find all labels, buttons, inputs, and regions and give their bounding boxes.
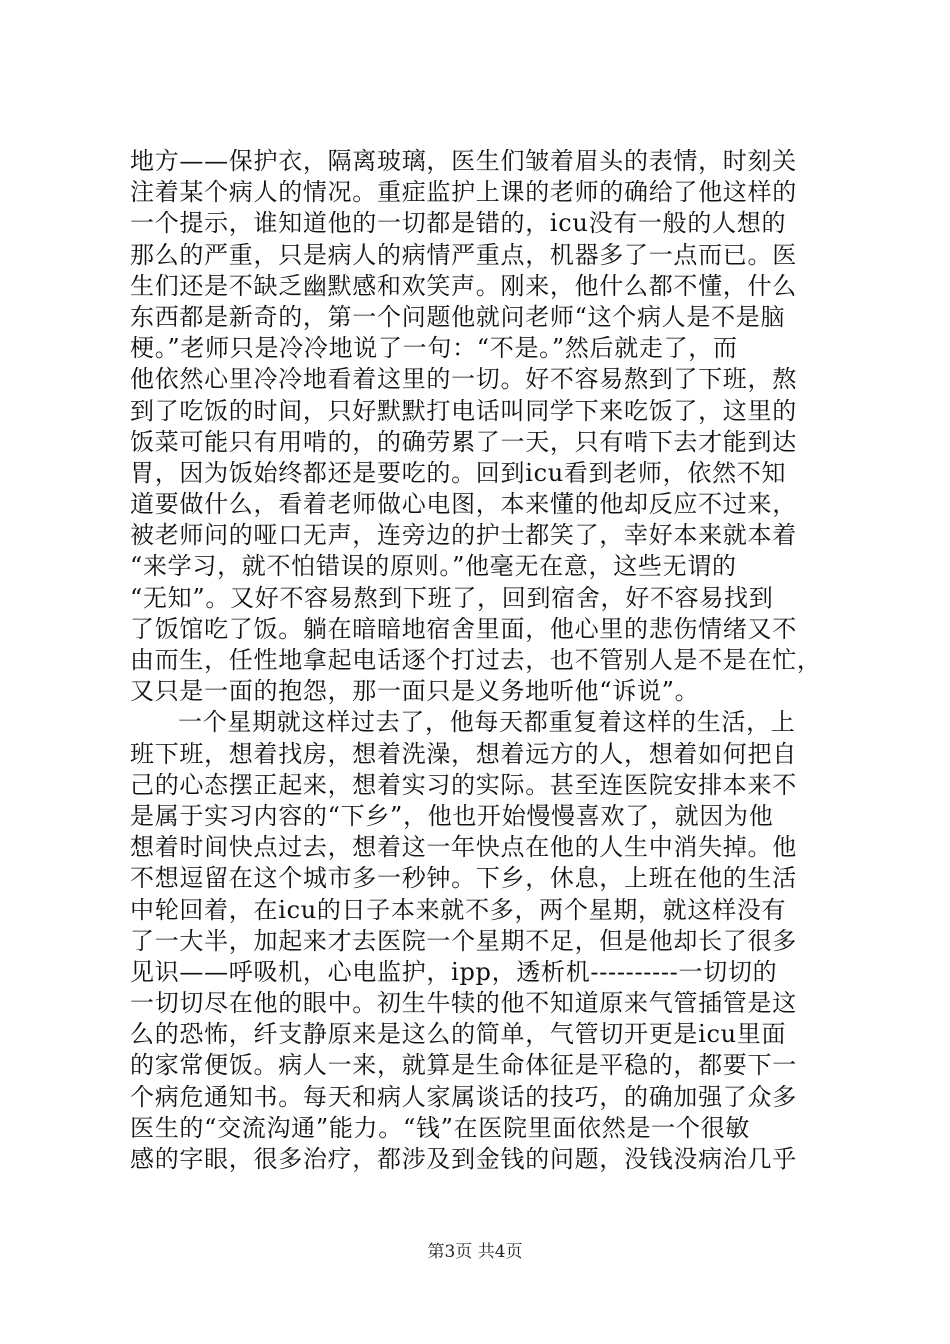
text-line: 东西都是新奇的，第一个问题他就问老师“这个病人是不是脑: [130, 302, 786, 331]
text-line: 梗。”老师只是冷冷地说了一句：“不是。”然后就走了，而: [130, 334, 738, 363]
text-line: 由而生，任性地拿起电话逐个打过去，也不管别人是不是在忙，: [130, 646, 822, 674]
text-line: 被老师问的哑口无声，连旁边的护士都笑了，幸好本来就本着: [130, 521, 797, 550]
text-line: 地方——保护衣，隔离玻璃，医生们皱着眉头的表情，时刻关: [130, 147, 797, 175]
text-line: 的家常便饭。病人一来，就算是生命体征是平稳的，都要下一: [130, 1051, 797, 1080]
text-line: 注着某个病人的情况。重症监护上课的老师的确给了他这样的: [130, 178, 797, 207]
text-line: 中轮回着，在icu的日子本来就不多，两个星期，就这样没有: [130, 895, 787, 924]
text-line: 个病危通知书。每天和病人家属谈话的技巧，的确加强了众多: [130, 1082, 797, 1111]
text-line: 么的恐怖，纤支静原来是这么的简单，气管切开更是icu里面: [130, 1020, 787, 1049]
text-line: 感的字眼，很多治疗，都涉及到金钱的问题，没钱没病治几乎: [130, 1145, 797, 1173]
text-line: 一个星期就这样过去了，他每天都重复着这样的生活，上: [178, 708, 796, 737]
text-line: “无知”。又好不容易熬到下班了，回到宿舍，好不容易找到: [130, 583, 774, 612]
text-line: 了饭馆吃了饭。躺在暗暗地宿舍里面，他心里的悲伤情绪又不: [130, 614, 797, 643]
text-line: 一切切尽在他的眼中。初生牛犊的他不知道原来气管插管是这: [130, 989, 797, 1018]
text-line: 了一大半，加起来才去医院一个星期不足，但是他却长了很多: [130, 926, 797, 955]
text-line: 又只是一面的抱怨，那一面只是义务地听他“诉说”。: [130, 677, 700, 706]
text-line: 是属于实习内容的“下乡”，他也开始慢慢喜欢了，就因为他: [130, 801, 774, 830]
text-line: 那么的严重，只是病人的病情严重点，机器多了一点而已。医: [130, 240, 797, 269]
text-line: 胃，因为饭始终都还是要吃的。回到icu看到老师，依然不知: [130, 458, 787, 487]
text-line: 己的心态摆正起来，想着实习的实际。甚至连医院安排本来不: [130, 770, 797, 799]
text-line: 道要做什么，看着老师做心电图，本来懂的他却反应不过来，: [130, 490, 797, 519]
text-line: “来学习，就不怕错误的原则。”他毫无在意，这些无谓的: [130, 552, 737, 581]
text-line: 见识——呼吸机，心电监护，ipp，透析机----------一切切的: [130, 957, 778, 986]
text-line: 饭菜可能只有用啃的，的确劳累了一天，只有啃下去才能到达: [130, 427, 797, 456]
text-line: 他依然心里冷冷地看着这里的一切。好不容易熬到了下班，熬: [130, 365, 797, 394]
body-text: [130, 146, 830, 1175]
text-line: 班下班，想着找房，想着洗澡，想着远方的人，想着如何把自: [130, 739, 797, 768]
page-number-footer: 第3页 共4页: [427, 1242, 523, 1262]
text-line: 不想逗留在这个城市多一秒钟。下乡，休息，上班在他的生活: [130, 864, 797, 893]
text-line: 生们还是不缺乏幽默感和欢笑声。刚来，他什么都不懂，什么: [130, 271, 797, 300]
text-line: 一个提示，谁知道他的一切都是错的，icu没有一般的人想的: [130, 209, 787, 238]
text-line: 到了吃饭的时间，只好默默打电话叫同学下来吃饭了，这里的: [130, 396, 797, 425]
text-line: 医生的“交流沟通”能力。“钱”在医院里面依然是一个很敏: [130, 1113, 750, 1142]
text-line: 想着时间快点过去，想着这一年快点在他的人生中消失掉。他: [130, 833, 797, 862]
